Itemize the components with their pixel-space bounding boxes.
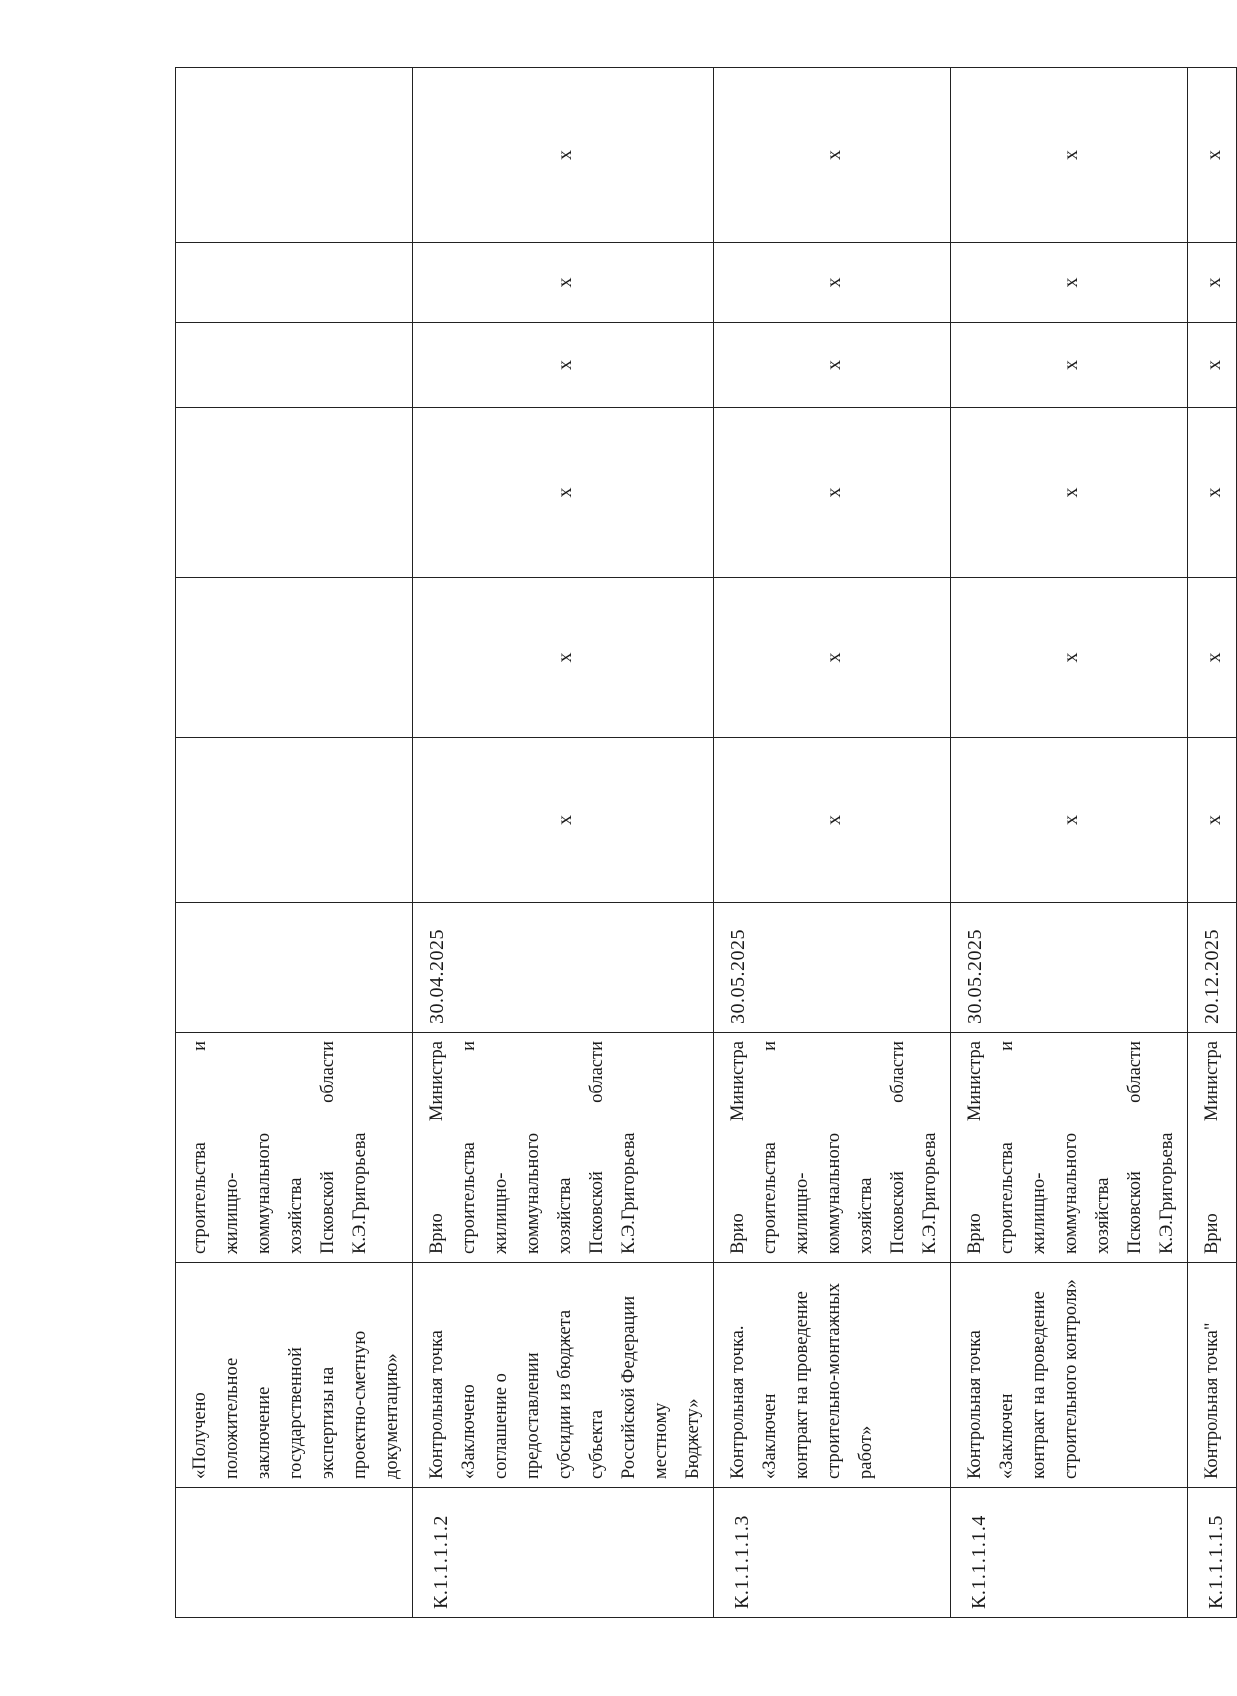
responsible-person-cell [951,1033,1188,1263]
control-point-name-cell [714,1263,951,1488]
cross-mark: x [1203,360,1225,370]
name-text-line: экспертизы на [318,1366,338,1479]
cross-mark: x [1060,815,1082,825]
responsible-text-line: Врио Министра [427,1041,447,1254]
due-date-cell: 30.05.2025 [951,903,1188,1033]
responsible-text-line: строительства и [459,1041,479,1254]
name-text-line: «Заключено [459,1384,479,1479]
responsible-text-line: хозяйства [1093,1177,1113,1254]
table-row [413,68,714,1618]
name-text-line: строительного контроля» [1061,1279,1081,1479]
responsible-text-line: жилищно- [1029,1172,1049,1254]
responsible-text-line: коммунального [1061,1132,1081,1254]
name-text-line: Российской Федерации [619,1295,639,1479]
cross-mark: x [823,277,845,288]
rotated-document-page [175,68,1227,1618]
not-applicable-cell [176,578,413,738]
cross-mark: x [1060,487,1082,498]
cross-mark: x [554,815,576,825]
responsible-text-line: жилищно- [491,1172,511,1254]
control-point-name-cell [1188,1263,1237,1488]
control-points-table [175,67,1237,1618]
name-text-line: Бюджету» [683,1398,703,1479]
not-applicable-cell [176,243,413,323]
not-applicable-cell [413,323,714,408]
cross-mark: x [554,277,576,288]
table-row [1188,68,1237,1618]
name-text-line: субсидии из бюджета [555,1309,575,1479]
cross-mark: x [1203,150,1225,160]
cross-mark: x [1203,487,1225,498]
responsible-text-line: К.Э.Григорьева [350,1132,370,1254]
control-point-name-cell [951,1263,1188,1488]
responsible-text-line: Псковской области [587,1041,607,1254]
name-text-line: проектно-сметную [350,1330,370,1479]
responsible-text-line: строительства и [760,1041,780,1254]
name-text-line: заключение [254,1386,274,1479]
not-applicable-cell [413,738,714,903]
responsible-text-line: коммунального [523,1132,543,1254]
name-text-line: субъекта [587,1410,607,1479]
name-text-line: работ» [856,1425,876,1479]
responsible-person-cell [176,1033,413,1263]
cross-mark: x [823,360,845,370]
responsible-text-line: Врио Министра [965,1041,985,1254]
name-text-line: Контрольная точка [427,1330,447,1479]
name-text-line: «Заключен [997,1393,1017,1479]
responsible-text-line: хозяйства [856,1177,876,1254]
responsible-text-line: хозяйства [555,1177,575,1254]
responsible-text-line: Псковской области [1125,1041,1145,1254]
not-applicable-cell [176,738,413,903]
cross-mark: x [1060,150,1082,160]
name-text-line: «Получено [190,1392,210,1479]
responsible-text-line: жилищно- [792,1172,812,1254]
not-applicable-cell [1188,408,1237,578]
due-date-cell [176,903,413,1033]
name-text-line: государственной [286,1347,306,1479]
cross-mark: x [823,815,845,825]
not-applicable-cell [176,323,413,408]
cross-mark: x [1060,360,1082,370]
name-text-line: контракт на проведение [1029,1291,1049,1479]
not-applicable-cell [1188,738,1237,903]
cross-mark: x [554,487,576,498]
name-text-line: положительное [222,1357,242,1479]
row-number-cell: К.1.1.1.1.2 [413,1488,714,1618]
responsible-text-line: Псковской области [318,1041,338,1254]
name-text-line: Контрольная точка [965,1330,985,1479]
name-text-line: документацию» [382,1353,402,1479]
responsible-text-line: хозяйства [286,1177,306,1254]
cross-mark: x [823,150,845,160]
cross-mark: x [1203,815,1225,825]
not-applicable-cell [413,578,714,738]
not-applicable-cell [714,68,951,243]
not-applicable-cell [714,243,951,323]
not-applicable-cell [714,323,951,408]
not-applicable-cell [413,408,714,578]
name-text-line: предоставлении [523,1352,543,1479]
not-applicable-cell [714,408,951,578]
cross-mark: x [554,652,576,663]
not-applicable-cell [951,68,1188,243]
not-applicable-cell [951,243,1188,323]
not-applicable-cell [951,408,1188,578]
name-text-line: Контрольная точка. [728,1325,748,1479]
responsible-text-line: строительства и [190,1041,210,1254]
row-number-cell: К.1.1.1.1.3 [714,1488,951,1618]
name-text-line: соглашение о [491,1373,511,1479]
not-applicable-cell [714,738,951,903]
not-applicable-cell [413,68,714,243]
responsible-person-cell [714,1033,951,1263]
control-point-name-cell [176,1263,413,1488]
control-point-name-cell [413,1263,714,1488]
cross-mark: x [1060,277,1082,288]
not-applicable-cell [413,243,714,323]
due-date-cell: 20.12.2025 [1188,903,1237,1033]
not-applicable-cell [1188,323,1237,408]
name-text-line: Контрольная точка" [1202,1322,1222,1479]
name-text-line: «Заключен [760,1393,780,1479]
row-number-cell: К.1.1.1.1.4 [951,1488,1188,1618]
responsible-text-line: Врио Министра [1202,1041,1222,1254]
cross-mark: x [823,487,845,498]
responsible-text-line: коммунального [824,1132,844,1254]
not-applicable-cell [951,323,1188,408]
not-applicable-cell [951,578,1188,738]
name-text-line: строительно-монтажных [824,1283,844,1479]
not-applicable-cell [176,68,413,243]
responsible-text-line: жилищно- [222,1172,242,1254]
responsible-text-line: Врио Министра [728,1041,748,1254]
cross-mark: x [554,150,576,160]
responsible-text-line: Псковской области [888,1041,908,1254]
responsible-text-line: К.Э.Григорьева [1157,1132,1177,1254]
responsible-text-line: К.Э.Григорьева [920,1132,940,1254]
cross-mark: x [823,652,845,663]
due-date-cell: 30.04.2025 [413,903,714,1033]
not-applicable-cell [1188,578,1237,738]
table-row [176,68,413,1618]
cross-mark: x [1203,277,1225,288]
due-date-cell: 30.05.2025 [714,903,951,1033]
name-text-line: контракт на проведение [792,1291,812,1479]
not-applicable-cell [714,578,951,738]
responsible-text-line: К.Э.Григорьева [619,1132,639,1254]
not-applicable-cell [1188,68,1237,243]
responsible-person-cell [413,1033,714,1263]
row-number-cell: К.1.1.1.1.5 [1188,1488,1237,1618]
not-applicable-cell [951,738,1188,903]
table-row [951,68,1188,1618]
table-body [176,68,1237,1618]
name-text-line: местному [651,1402,671,1479]
table-row [714,68,951,1618]
not-applicable-cell [176,408,413,578]
cross-mark: x [1203,652,1225,663]
responsible-person-cell [1188,1033,1237,1263]
not-applicable-cell [1188,243,1237,323]
row-number-cell [176,1488,413,1618]
cross-mark: x [554,360,576,370]
responsible-text-line: коммунального [254,1132,274,1254]
responsible-text-line: строительства и [997,1041,1017,1254]
cross-mark: x [1060,652,1082,663]
